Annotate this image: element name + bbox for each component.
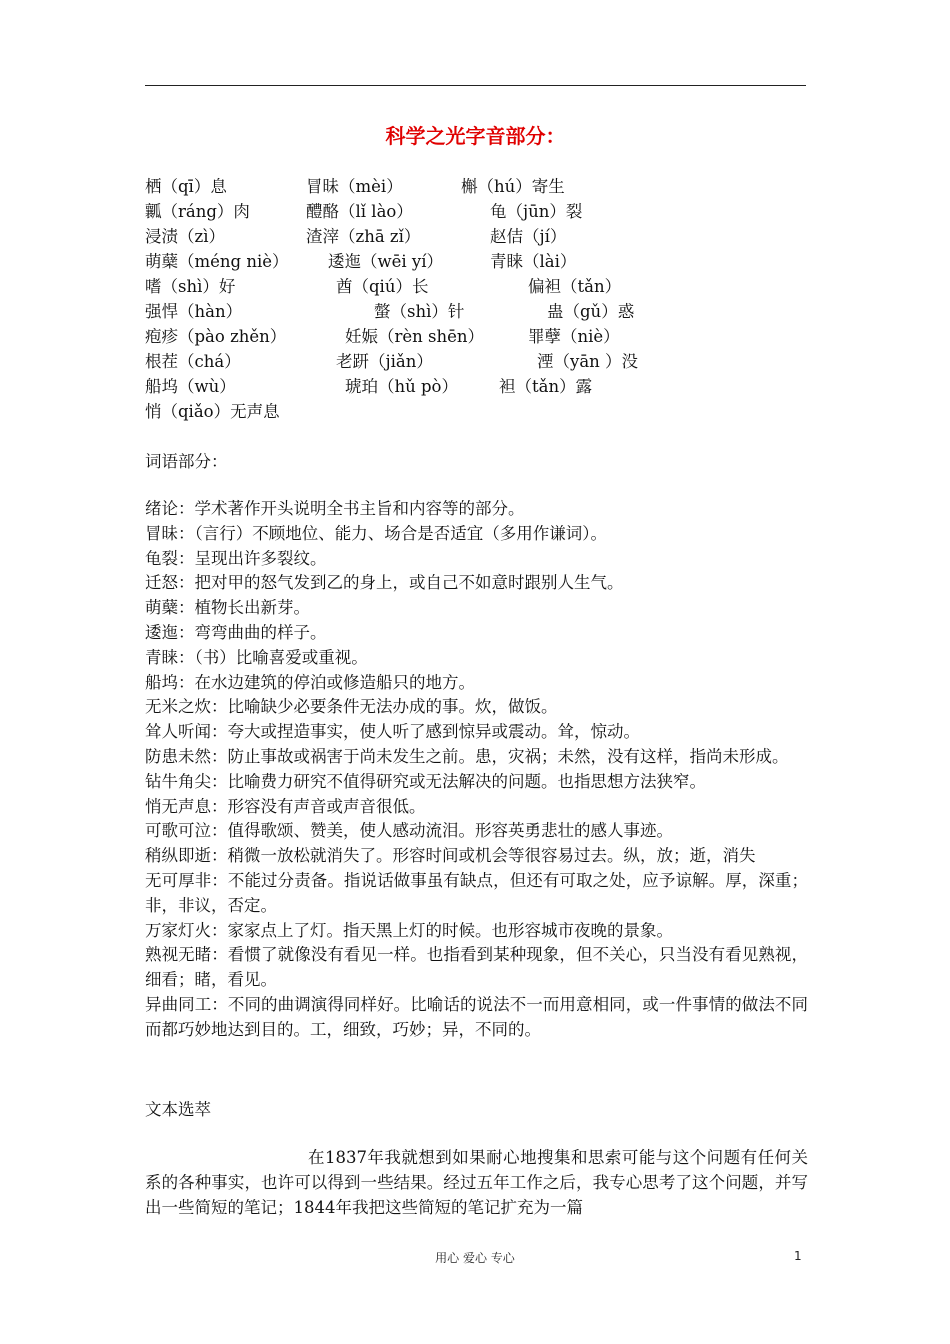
pronunciation-item: 浸渍（zì） [145,227,225,246]
pronunciation-item: 嗜（shì）好 [145,277,236,296]
definition-entry: 钻牛角尖：比喻费力研究不值得研究或无法解决的问题。也指思想方法狭窄。 [145,771,706,791]
header-rule [145,85,806,86]
pronunciation-item: 醴酪（lǐ lào） [306,202,413,221]
pronunciation-item: 赵佶（jí） [490,227,567,246]
pronunciation-item: 逶迤（wēi yí） [328,252,444,271]
pronunciation-item: 渣滓（zhā zǐ） [306,227,421,246]
pronunciation-item: 船坞（wù） [145,377,236,396]
pronunciation-row [145,299,806,324]
pronunciation-item: 槲（hú）寄生 [461,177,565,196]
definition-entry: 稍纵即逝：稍微一放松就消失了。形容时间或机会等很容易过去。纵，放；逝，消失 [145,846,756,866]
definition-entry: 无米之炊：比喻缺少必要条件无法办成的事。炊，做饭。 [145,697,558,717]
pronunciation-item: 酋（qiú）长 [336,277,429,296]
definition-entry: 冒昧：（言行）不顾地位、能力、场合是否适宜（多用作谦词）。 [145,523,607,543]
definition-entry: 绪论：学术著作开头说明全书主旨和内容等的部分。 [145,499,525,518]
definition-entry: 龟裂：呈现出许多裂纹。 [145,548,327,568]
pronunciation-item: 螫（shì）针 [374,302,465,321]
pronunciation-row [145,399,806,424]
vocab-heading: 词语部分： [145,452,228,471]
pronunciation-item: 根茬（chá） [145,352,241,371]
pronunciation-item: 偏袒（tǎn） [528,277,622,296]
pronunciation-row [145,274,806,299]
pronunciation-item: 青睐（lài） [490,252,577,271]
definitions-list [145,497,808,1043]
definition-entry: 悄无声息：形容没有声音或声音很低。 [145,796,426,816]
pronunciation-item: 萌蘖（méng niè） [145,252,289,271]
definition-entry: 船坞：在水边建筑的停泊或修造船只的地方。 [145,672,475,692]
pronunciation-item: 悄（qiǎo）无声息 [145,402,280,421]
definition-entry: 异曲同工：不同的曲调演得同样好。比喻话的说法不一而用意相同，或一件事情的做法不同而都巧妙地达到目的。工，细致，巧妙；异，不同的。 [145,994,808,1039]
pronunciation-item: 老趼（jiǎn） [336,352,433,371]
pronunciation-list [145,174,806,424]
page-number: 1 [794,1249,802,1263]
pronunciation-item: 瓤（ráng）肉 [145,202,250,221]
pronunciation-item: 冒昧（mèi） [306,177,403,196]
pronunciation-item: 栖（qī）息 [145,177,227,196]
pronunciation-item: 妊娠（rèn shēn） [345,327,485,346]
definition-entry: 熟视无睹：看惯了就像没有看见一样。也指看到某种现象，但不关心，只当没有看见熟视，细看；睹，看见。 [145,945,808,990]
excerpt [145,1145,808,1220]
pronunciation-item: 罪孽（niè） [528,327,620,346]
excerpt-paragraph: 在1837年我就想到如果耐心地搜集和思索可能与这个问题有任何关系的各种事实，也许可以得到一些结果。经过五年工作之后，我专心思考了这个问题，并写出一些简短的笔记；1844年我把这些简短的笔记扩充为一篇 [145,1148,808,1217]
footer-motto: 用心 爱心 专心 [435,1251,515,1265]
pronunciation-item: 疱疹（pào zhěn） [145,327,287,346]
definition-entry: 万家灯火：家家点上了灯。指天黑上灯的时候。也形容城市夜晚的景象。 [145,920,673,940]
definition-entry: 耸人听闻：夸大或捏造事实，使人听了感到惊异或震动。耸，惊动。 [145,722,640,742]
definition-entry: 逶迤：弯弯曲曲的样子。 [145,622,327,642]
pronunciation-row [145,174,806,199]
pronunciation-row [145,324,806,349]
pronunciation-item: 袒（tǎn）露 [499,377,593,396]
pronunciation-item: 琥珀（hǔ pò） [345,377,458,396]
pronunciation-row [145,249,806,274]
definition-entry: 迁怒：把对甲的怒气发到乙的身上，或自己不如意时跟别人生气。 [145,573,624,593]
page-title: 科学之光字音部分： [385,124,566,148]
pronunciation-item: 蛊（gǔ）惑 [547,302,635,321]
pronunciation-row [145,199,806,224]
pronunciation-item: 龟（jūn）裂 [490,202,583,221]
pronunciation-row [145,349,806,374]
pronunciation-row [145,374,806,399]
excerpt-heading: 文本选萃 [145,1100,211,1119]
pronunciation-item: 湮（yān ）没 [537,352,639,371]
definition-entry: 无可厚非：不能过分责备。指说话做事虽有缺点，但还有可取之处，应予谅解。厚，深重；非，非议，否定。 [145,870,808,915]
definition-entry: 可歌可泣：值得歌颂、赞美，使人感动流泪。形容英勇悲壮的感人事迹。 [145,821,673,841]
definition-entry: 防患未然：防止事故或祸害于尚未发生之前。患，灾祸；未然，没有这样，指尚未形成。 [145,746,789,766]
pronunciation-row [145,224,806,249]
pronunciation-item: 强悍（hàn） [145,302,243,321]
definition-entry: 青睐：（书）比喻喜爱或重视。 [145,647,368,667]
definition-entry: 萌蘖：植物长出新芽。 [145,598,310,618]
